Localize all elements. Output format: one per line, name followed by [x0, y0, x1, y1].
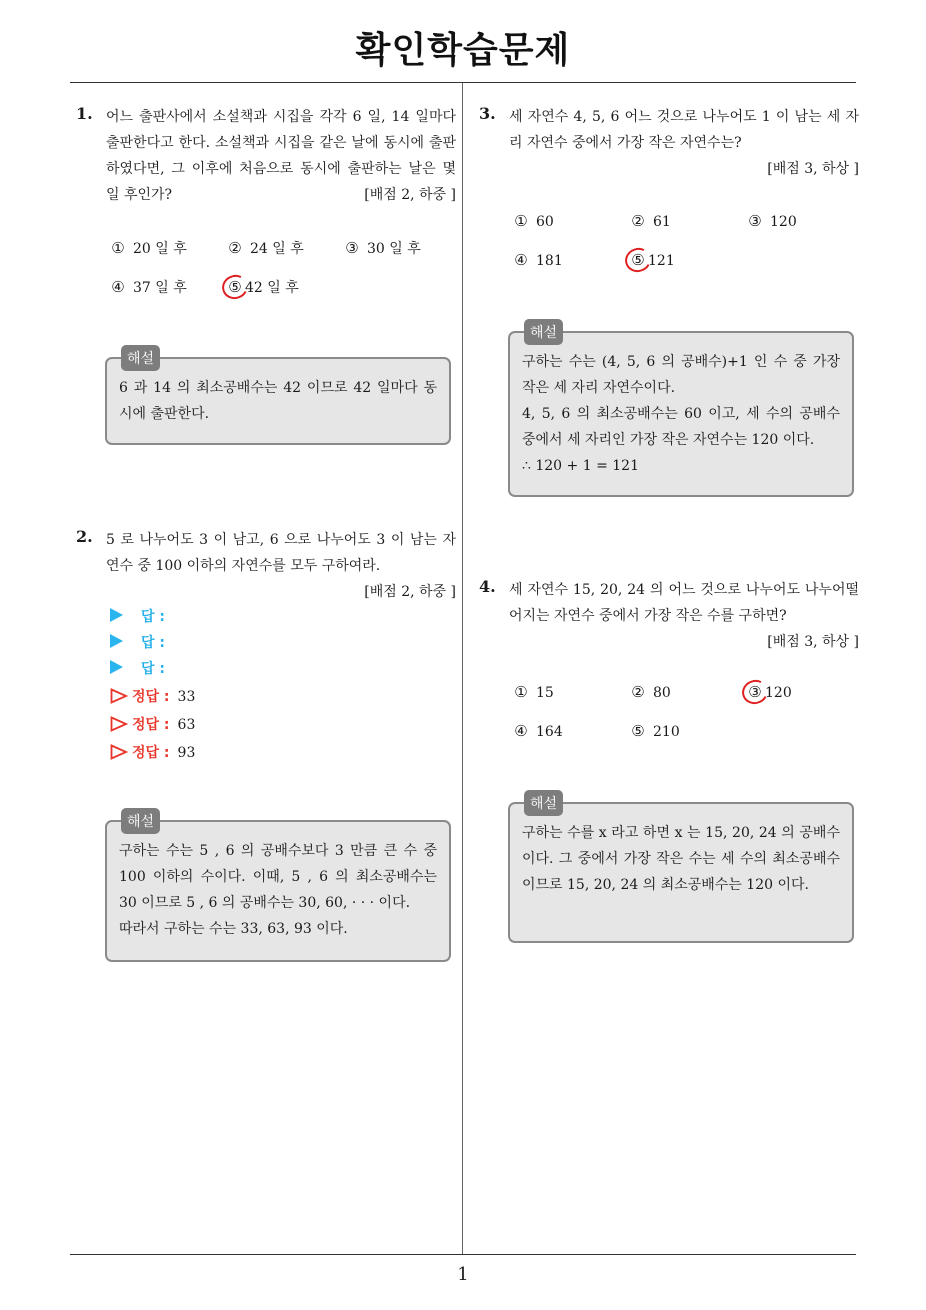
problem-number: 4. — [479, 577, 496, 596]
choice-option[interactable]: ⑤ 210 — [631, 722, 680, 740]
problem-4 — [479, 577, 859, 655]
answer-arrow-icon — [110, 660, 123, 674]
choice-option[interactable]: ④ 181 — [514, 251, 563, 269]
explanation-text: 구하는 수를 x 라고 하면 x 는 15, 20, 24 의 공배수이다. 그 중에서 가장 작은 수는 세 수의 최소공배수이므로 15, 20, 24 의 최소공배수는 120 이다. — [522, 825, 840, 893]
explanation-text: 구하는 수는 (4, 5, 6 의 공배수)+1 인 수 중 가장 작은 세 자리 자연수이다. — [522, 354, 840, 396]
footer-rule — [70, 1254, 856, 1255]
page-number: 1 — [457, 1264, 469, 1285]
explanation-label: 해설 — [121, 345, 160, 371]
correct-answer-value: 93 — [177, 745, 196, 761]
choice-mark: ④ — [514, 722, 528, 740]
answer-row[interactable] — [110, 632, 165, 658]
choice-mark: ① — [514, 212, 528, 230]
choice-option[interactable]: ④ 37 일 후 — [111, 278, 187, 296]
choice-option[interactable]: ② 80 — [631, 683, 671, 701]
correct-answer-value: 63 — [177, 717, 196, 733]
choice-mark: ③ — [748, 212, 762, 230]
choice-mark: ④ — [111, 278, 125, 296]
explanation-box-3 — [508, 325, 854, 497]
problem-number: 3. — [479, 104, 496, 123]
answer-label: 답 : — [141, 609, 165, 625]
problem-1 — [76, 104, 456, 208]
answer-row[interactable] — [110, 658, 165, 684]
choice-option-correct[interactable]: ③ 120 — [748, 683, 792, 701]
choice-option[interactable]: ④ 164 — [514, 722, 563, 740]
explanation-text: ∴ 120 + 1 = 121 — [522, 458, 639, 474]
header-rule — [70, 82, 856, 83]
page-title: 확인학습문제 — [355, 30, 571, 71]
points-label: [배점 2, 하중 ] — [364, 187, 456, 203]
choice-mark: ② — [228, 239, 242, 257]
explanation-text: 4, 5, 6 의 최소공배수는 60 이고, 세 수의 공배수 중에서 세 자리인 가장 작은 자연수는 120 이다. — [522, 406, 840, 448]
explanation-label: 해설 — [121, 808, 160, 834]
explanation-text: 6 과 14 의 최소공배수는 42 이므로 42 일마다 동시에 출판한다. — [119, 380, 437, 422]
answer-row[interactable] — [110, 606, 165, 632]
choice-mark: ① — [111, 239, 125, 257]
choice-option[interactable]: ③ 120 — [748, 212, 797, 230]
choice-mark: ① — [514, 683, 528, 701]
correct-answer-row — [110, 742, 195, 768]
explanation-box-2 — [105, 814, 451, 962]
choice-option[interactable]: ② 24 일 후 — [228, 239, 304, 257]
choice-option[interactable]: ② 61 — [631, 212, 671, 230]
points-label: [배점 2, 하중 ] — [364, 584, 456, 600]
choice-option-correct[interactable]: ⑤ 42 일 후 — [228, 278, 299, 296]
correct-answer-label: 정답 : — [132, 717, 170, 733]
problem-text: 어느 출판사에서 소설책과 시집을 각각 6 일, 14 일마다 출판한다고 한다. 소설책과 시집을 같은 날에 동시에 출판하였다면, 그 이후에 처음으로 동시에 출판하는 날은 몇 일 후인가? [배점 2, 하중 ] — [106, 104, 456, 208]
choice-option[interactable]: ① 15 — [514, 683, 554, 701]
choice-mark: ② — [631, 683, 645, 701]
problem-3 — [479, 104, 859, 182]
correct-answer-value: 33 — [177, 689, 196, 705]
problem-text: 세 자연수 15, 20, 24 의 어느 것으로 나누어도 나누어떨어지는 자연수 중에서 가장 작은 수를 구하면? — [509, 582, 859, 624]
explanation-label: 해설 — [524, 319, 563, 345]
answer-label: 답 : — [141, 661, 165, 677]
problem-number: 2. — [76, 527, 93, 546]
explanation-text: 구하는 수는 5 , 6 의 공배수보다 3 만큼 큰 수 중 100 이하의 수이다. 이때, 5 , 6 의 최소공배수는 30 이므로 5 , 6 의 공배수는 30, 60, · · · 이다. — [119, 843, 437, 911]
correct-arrow-icon — [110, 716, 128, 732]
choice-mark: ④ — [514, 251, 528, 269]
correct-answer-label: 정답 : — [132, 745, 170, 761]
choice-option[interactable]: ③ 30 일 후 — [345, 239, 421, 257]
answer-arrow-icon — [110, 634, 123, 648]
points-label: [배점 3, 하상 ] — [767, 161, 859, 177]
explanation-text: 따라서 구하는 수는 33, 63, 93 이다. — [119, 921, 348, 937]
problem-text: 세 자연수 4, 5, 6 어느 것으로 나누어도 1 이 남는 세 자리 자연수 중에서 가장 작은 자연수는? — [509, 109, 859, 151]
column-divider — [462, 83, 463, 1254]
correct-answer-label: 정답 : — [132, 689, 170, 705]
correct-arrow-icon — [110, 744, 128, 760]
correct-answer-row — [110, 714, 195, 740]
correct-arrow-icon — [110, 688, 128, 704]
correct-circle-mark: ⑤ — [631, 251, 645, 269]
problem-text: 5 로 나누어도 3 이 남고, 6 으로 나누어도 3 이 남는 자연수 중 100 이하의 자연수를 모두 구하여라. — [106, 532, 456, 574]
correct-circle-mark: ③ — [748, 683, 762, 701]
problem-number: 1. — [76, 104, 93, 123]
explanation-box-4 — [508, 796, 854, 943]
problem-2 — [76, 527, 456, 605]
correct-circle-mark: ⑤ — [228, 278, 242, 296]
choice-option[interactable]: ① 60 — [514, 212, 554, 230]
answer-arrow-icon — [110, 608, 123, 622]
correct-answer-row — [110, 686, 195, 712]
choice-option[interactable]: ① 20 일 후 — [111, 239, 187, 257]
choice-mark: ③ — [345, 239, 359, 257]
choice-mark: ② — [631, 212, 645, 230]
explanation-label: 해설 — [524, 790, 563, 816]
choice-mark: ⑤ — [631, 722, 645, 740]
choice-option-correct[interactable]: ⑤ 121 — [631, 251, 675, 269]
explanation-box-1 — [105, 351, 451, 445]
points-label: [배점 3, 하상 ] — [767, 634, 859, 650]
answer-label: 답 : — [141, 635, 165, 651]
